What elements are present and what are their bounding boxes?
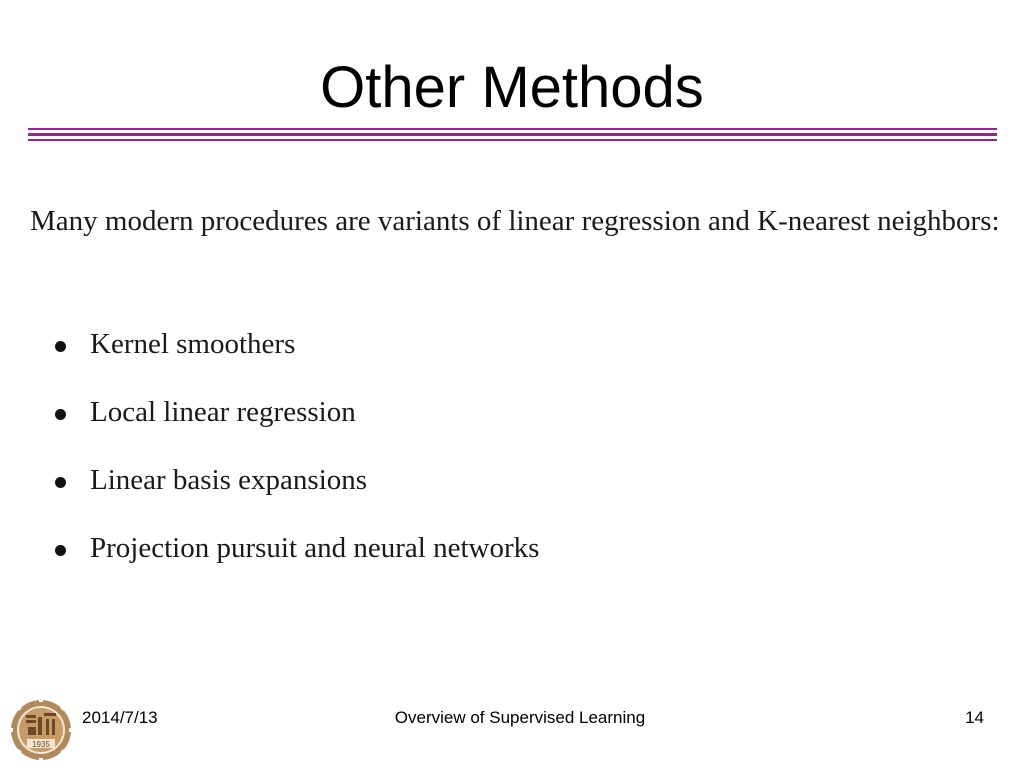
intro-paragraph: Many modern procedures are variants of linear regression and K-nearest neighbors: bbox=[30, 205, 1000, 237]
seal-text: 1935 bbox=[32, 740, 50, 749]
bullet-dot-icon bbox=[55, 409, 66, 420]
bullet-text: Projection pursuit and neural networks bbox=[90, 531, 540, 564]
slide-title: Other Methods bbox=[320, 55, 704, 120]
list-item bbox=[55, 446, 539, 514]
title-divider-line bbox=[28, 128, 997, 130]
title-divider-line bbox=[28, 133, 997, 136]
bullet-dot-icon bbox=[55, 341, 66, 352]
slide-footer bbox=[0, 680, 1024, 760]
list-item bbox=[55, 514, 539, 582]
bullet-dot-icon bbox=[55, 477, 66, 488]
footer-title: Overview of Supervised Learning bbox=[394, 708, 646, 727]
bullet-text: Linear basis expansions bbox=[90, 463, 368, 496]
list-item bbox=[55, 310, 539, 378]
footer-date: 2014/7/13 bbox=[82, 708, 158, 727]
bullet-list bbox=[55, 310, 539, 582]
bullet-text: Kernel smoothers bbox=[90, 327, 296, 360]
page-number: 14 bbox=[965, 708, 984, 727]
title-divider-line bbox=[28, 139, 997, 141]
bullet-dot-icon bbox=[55, 545, 66, 556]
bullet-text: Local linear regression bbox=[90, 395, 356, 428]
list-item bbox=[55, 378, 539, 446]
university-seal-icon bbox=[8, 697, 74, 763]
